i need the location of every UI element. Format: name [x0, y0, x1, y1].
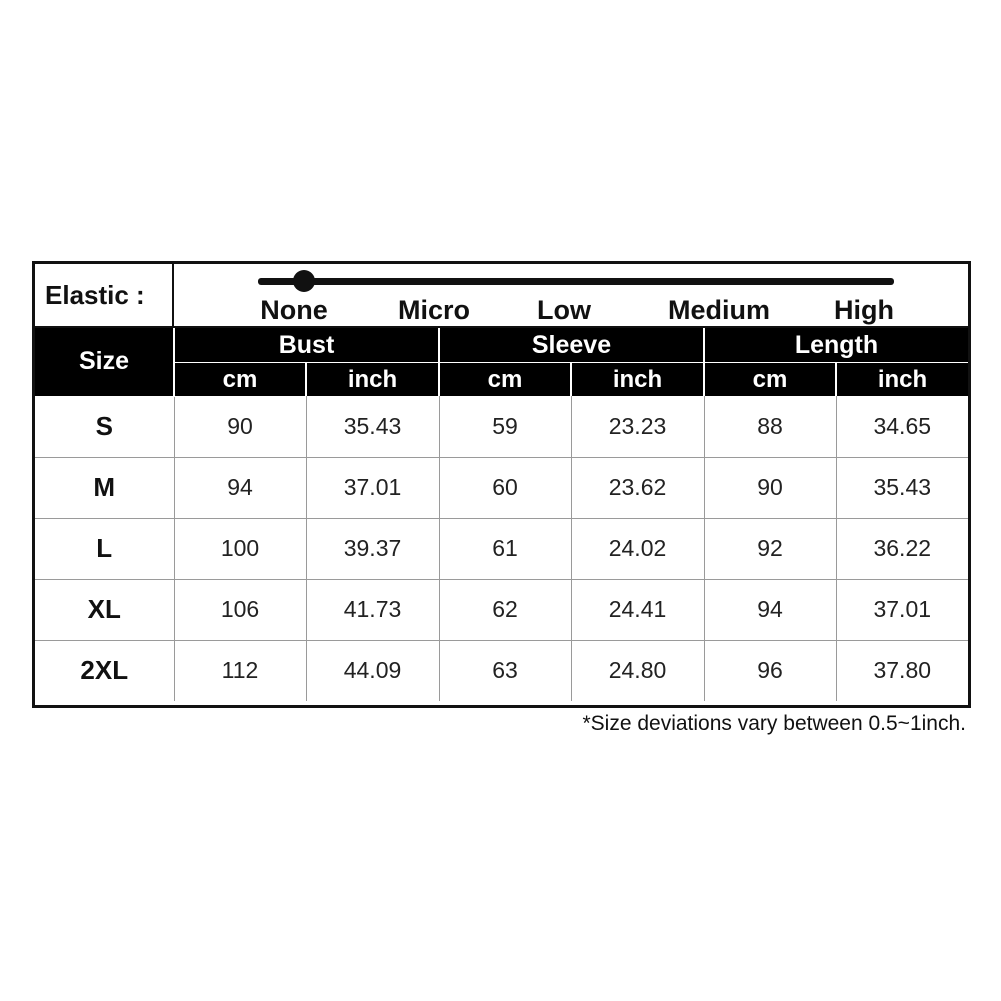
- measurement-cell: 24.41: [571, 579, 704, 640]
- elastic-level-medium: Medium: [667, 295, 771, 325]
- measurement-cell: 90: [704, 457, 836, 518]
- size-table: [35, 328, 968, 701]
- elastic-scale: [174, 264, 968, 326]
- measurement-cell: 23.62: [571, 457, 704, 518]
- size-cell: S: [35, 396, 174, 457]
- unit-header: cm: [174, 363, 306, 397]
- measurement-cell: 35.43: [836, 457, 968, 518]
- measurement-cell: 23.23: [571, 396, 704, 457]
- elastic-level-high: High: [834, 295, 894, 325]
- elastic-selected-marker: [293, 270, 315, 292]
- table-row: [35, 518, 968, 579]
- measurement-cell: 37.80: [836, 640, 968, 701]
- measurement-cell: 63: [439, 640, 571, 701]
- elastic-label: Elastic :: [35, 264, 174, 326]
- measurement-cell: 34.65: [836, 396, 968, 457]
- unit-header: inch: [571, 363, 704, 397]
- measurement-cell: 88: [704, 396, 836, 457]
- measurement-cell: 37.01: [306, 457, 439, 518]
- measurement-cell: 100: [174, 518, 306, 579]
- bust-header: Bust: [174, 328, 439, 363]
- table-header-row: [35, 328, 968, 363]
- table-unit-row: [35, 363, 968, 397]
- measurement-cell: 36.22: [836, 518, 968, 579]
- table-row: [35, 640, 968, 701]
- size-cell: M: [35, 457, 174, 518]
- unit-header: cm: [439, 363, 571, 397]
- length-header: Length: [704, 328, 968, 363]
- unit-header: inch: [836, 363, 968, 397]
- measurement-cell: 96: [704, 640, 836, 701]
- table-row: [35, 579, 968, 640]
- sleeve-header: Sleeve: [439, 328, 704, 363]
- size-deviation-note: *Size deviations vary between 0.5~1inch.: [582, 712, 966, 735]
- unit-header: inch: [306, 363, 439, 397]
- elastic-level-micro: Micro: [397, 295, 471, 325]
- measurement-cell: 39.37: [306, 518, 439, 579]
- measurement-cell: 41.73: [306, 579, 439, 640]
- measurement-cell: 94: [174, 457, 306, 518]
- measurement-cell: 92: [704, 518, 836, 579]
- measurement-cell: 106: [174, 579, 306, 640]
- table-row: [35, 457, 968, 518]
- measurement-cell: 62: [439, 579, 571, 640]
- elastic-level-low: Low: [537, 295, 591, 325]
- measurement-cell: 94: [704, 579, 836, 640]
- measurement-cell: 112: [174, 640, 306, 701]
- size-cell: 2XL: [35, 640, 174, 701]
- measurement-cell: 37.01: [836, 579, 968, 640]
- measurement-cell: 24.80: [571, 640, 704, 701]
- unit-header: cm: [704, 363, 836, 397]
- size-header: Size: [35, 328, 174, 396]
- elastic-level-none: None: [260, 295, 328, 325]
- measurement-cell: 61: [439, 518, 571, 579]
- elastic-scale-track: [258, 278, 894, 285]
- measurement-cell: 44.09: [306, 640, 439, 701]
- table-row: [35, 396, 968, 457]
- size-chart: [32, 261, 971, 708]
- measurement-cell: 35.43: [306, 396, 439, 457]
- elastic-row: [35, 264, 968, 328]
- measurement-cell: 60: [439, 457, 571, 518]
- size-cell: L: [35, 518, 174, 579]
- size-cell: XL: [35, 579, 174, 640]
- measurement-cell: 90: [174, 396, 306, 457]
- measurement-cell: 24.02: [571, 518, 704, 579]
- measurement-cell: 59: [439, 396, 571, 457]
